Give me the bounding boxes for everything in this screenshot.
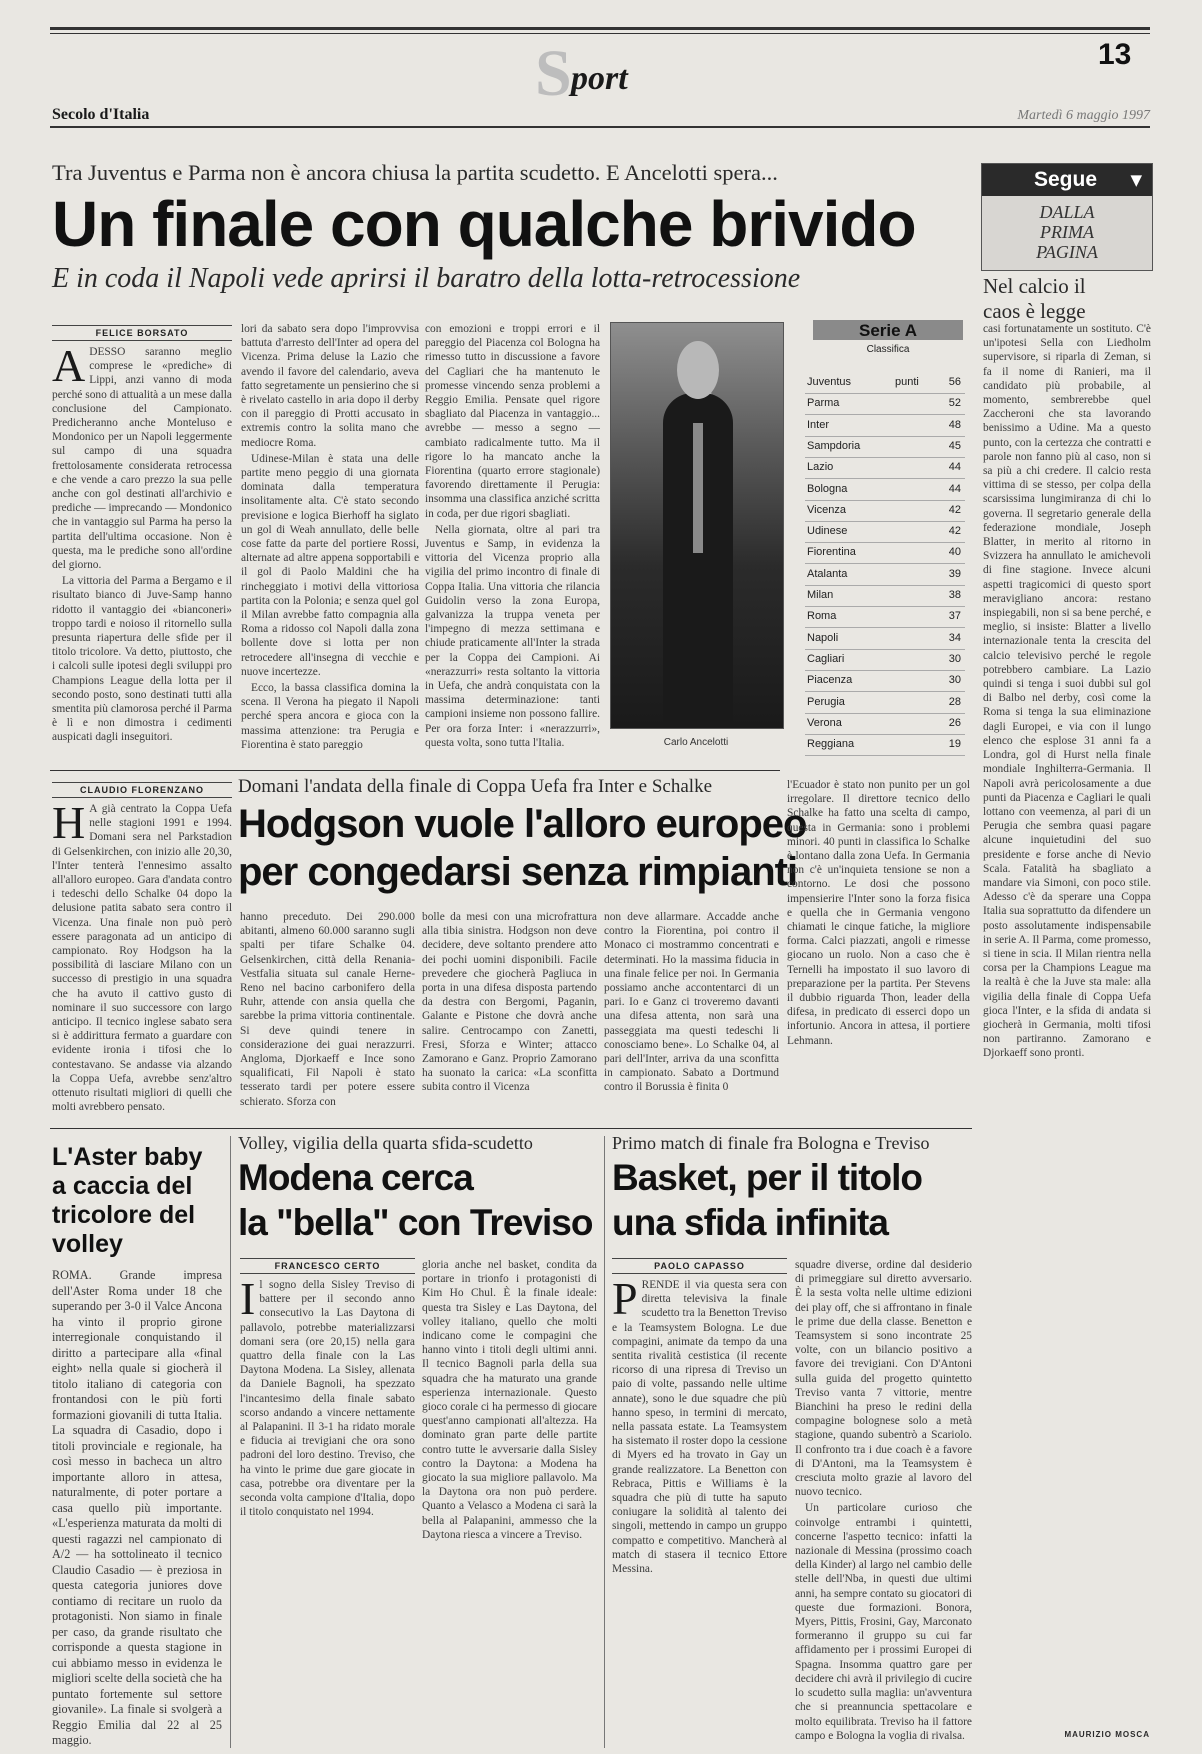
uefa-drop-cap: H — [52, 802, 86, 848]
standings-team: Lazio — [807, 461, 834, 474]
volley-headline-1: Modena cerca — [238, 1157, 473, 1198]
uefa-col-4-text: non deve allarmare. Accadde anche contro la Fiorentina, poi contro il Monaco ci mostrammo concentrati e determinati. Ho la massima fiducia in una finale felice per noi. In Germania possiamo anche accontentarci di un pari. Io e Ganz ci troveremo davanti una difesa attenta, non sarà una passeggiata ma questi tedeschi li conosciamo bene». Lo Schalke 04, al pari dell'Inter, arriva da una sconfitta in campionato. Sabato a Dortmund contro il Borussia è finita 0 — [604, 911, 779, 1094]
uefa-bottom-rule — [50, 1128, 972, 1129]
standings-points: 45 — [948, 439, 961, 452]
basket-col-2-text: squadre diverse, ordine dal desiderio di primeggiare sul diretto avversario. È la sesta volta nelle ultime edizioni dei play off, che si affrontano in finale le prime due della classe. Benetton e Teamsystem si sono incontrate 25 volte, con un bilancio positivo a favore dei trevigiani. Con D'Antoni sulla guida del progetto quintetto Treviso vanta 7 vittorie, mentre Bianchini ha preso le redini della compagine bolognese solo a metà stagione, quando subentrò a Scariolo. Il confronto tra i due coach è a favore di D'Antoni, ma la Teamsystem è cresciuta molto grazie al lavoro del nuovo tecnico. — [795, 1259, 972, 1499]
basket-col-2 — [795, 1258, 972, 1748]
standings-team: Reggiana — [807, 738, 855, 751]
masthead-rule — [50, 126, 1150, 128]
standings-team: Inter — [807, 418, 830, 431]
standings-row — [805, 393, 965, 415]
standings-row — [805, 415, 965, 437]
volley-col-1 — [240, 1278, 415, 1748]
top-rule — [50, 27, 1150, 30]
volley-col-1-text: l sogno della Sisley Treviso di battere per il secondo anno consecutivo la Las Daytona di pallavolo, potrebbe materializzarsi domani sera (ore 20,15) nella gara quattro della finale con la Las Daytona Modena. La Sisley, allenata da Daniele Bagnoli, ha spezzato l'incantesimo della finale sabato scorso andando a vincere nettamente al Palapanini. Il 3-1 ha ridato morale e fiducia ai trevigiani che ora sono padroni del loro destino. Treviso, che ha vinto le prime due gare giocate in casa, potrebbe ora diventare per la seconda volta campione d'Italia, dopo il titolo conquistato nel 1994. — [240, 1279, 415, 1519]
basket-col-1-text: RENDE il via questa sera con diretta televisiva la finale scudetto tra la Benetton Treviso e la Teamsystem Bologna. Le due compagini, animate da tempo da una sentita rivalità cestistica (il recente ricorso di una ripresa di Treviso un paio di volte, passando nelle ultime annate), sono le due squadre che più hanno speso, in termini di mercato, nella passata estate. La Teamsystem ha sistemato il roster dopo la cessione di Myers ed ha trovato in Gay un grande realizzatore. La Benetton con Rebraca, Pittis e Williams è la squadra che più di tutte ha saputo coniugare la solidità al talento dei singoli, mettendo in campo un gruppo compatto e competitivo. Mancherà al match di stasera il tecnico Ettore Messina. — [612, 1279, 787, 1576]
volley-byline: FRANCESCO CERTO — [240, 1258, 415, 1274]
standings-team: Vicenza — [807, 503, 846, 516]
standings-row — [805, 628, 965, 650]
standings-row — [805, 713, 965, 735]
standings-team: Cagliari — [807, 652, 845, 665]
lead-col-3-text: con emozioni e troppi errori e il pareggio del Piacenza col Bologna ha rimesso tutto in discussione a favore del Cagliari che ha mantenuto le promesse vincendo senza problemi a Reggio Emilia. Pensate quel rigore sbagliato dal Piacenza in vantaggio... avrebbe — messo a segno — cambiato radicalmente tutto. Ma il rigore lo ha mancato anche la Fiorentina (quarto errore stagionale) favorendo direttamente il Perugia: insomma una classifica anziché scritta in coda, per due rigori sbagliati. — [425, 323, 600, 520]
standings-team: Piacenza — [807, 674, 853, 687]
lead-col-1-text: DESSO saranno meglio comprese le «prediche» di Lippi, anzi vanno di moda perché sono di attualità a un mese dalla conclusione del Campionato. Predicheranno anche Monteluso e Mondonico per un Napoli leggermente sul campo di una squadra frettolosamente considerata retrocessa e che vende a caro prezzo la sua pelle anche con gol destinati all'archivio e prediche — imprecando — Mondonico che in vantaggio sul Parma ha perso la partita dell'ultima occasione. Non è questa, ma le prediche sono all'ordine del giorno. — [52, 346, 232, 572]
standings-team: Fiorentina — [807, 546, 856, 559]
photo-head — [677, 341, 719, 399]
segue-line2: PRIMA — [1040, 222, 1094, 242]
lead-col-2 — [241, 322, 419, 750]
standings-title: Serie A — [859, 321, 917, 340]
lead-col-2b-text: Udinese-Milan è stata una delle partite meno peggio di una giornata dominata dalla temperatura insolitamente alta. C'è stato secondo previsione e logica Bierhoff ha siglato un gol di Weah annullato, delle belle cose fatte da parte del portiere Rossi, alternate ad altre appena sopportabili e il gol di Paolo Maldini che ha rincheggiato i motivi della vittoriosa partita con la Polonia; e senza quel gol il Milan avrebbe fatto compagnia alla Roma a ridosso col Napoli dalla zona bollente dove si lotta per non retrocedere all'insegna di vecchie e nuove incertezze. — [241, 452, 419, 678]
standings-points: 39 — [948, 567, 961, 580]
basket-divider — [604, 1136, 605, 1748]
standings-points: 56 — [948, 376, 961, 388]
uefa-col-3 — [422, 910, 597, 1115]
volley-brief-col — [52, 1268, 222, 1750]
standings-row — [805, 564, 965, 586]
segue-box — [981, 163, 1153, 271]
volley-drop-cap: I — [240, 1278, 256, 1324]
segue-byline: MAURIZIO MOSCA — [1064, 1730, 1150, 1739]
standings-row — [805, 692, 965, 714]
uefa-col-1-text: A già centrato la Coppa Uefa nelle stagioni 1991 e 1994. Domani sera nel Parkstadion di Gelsenkirchen, con inizio alle 20,30, l'Inter tenterà l'ennesimo assalto all'alloro europeo. Gara d'andata contro i tedeschi dello Schalke 04 dopo la delusione patita sabato sera contro il Vicenza. Una finale non può però essere paragonata ad un anticipo di campionato. Roy Hodgson ha la possibilità di lasciare Milano con un successo di prestigio in una squadra che ha avuto il cattivo gusto di nominare il suo successore con largo anticipo. Il tecnico inglese sabato sera si è addirittura fermato a guardare con evidente ironia i tifosi che lo contestavano. Se andasse via alzando la Coppa Uefa, avrebbe senz'altro ottenuto risultati migliori di quelli che molti avrebbero pensato. — [52, 803, 232, 1114]
standings-team: Verona — [807, 716, 842, 729]
standings-points: 42 — [948, 525, 961, 538]
volley-divider — [230, 1136, 231, 1748]
segue-line3: PAGINA — [1036, 242, 1098, 262]
lead-col-2c-text: Ecco, la bassa classifica domina la scena. Il Verona ha piegato il Napoli perché spera ancora e gioca con la massima attenzione: tra Perugia e Fiorentina è stato pareggio — [241, 682, 419, 750]
lead-bottom-rule — [50, 770, 780, 771]
uefa-col-2 — [240, 910, 415, 1115]
uefa-headline-2: per congedarsi senza rimpianti — [238, 850, 798, 894]
basket-headline-2: una sfida infinita — [612, 1202, 888, 1243]
standings-row — [805, 649, 965, 671]
standings-points: 44 — [948, 482, 961, 495]
photo-caption: Carlo Ancelotti — [663, 737, 729, 748]
section-initial: S — [535, 37, 572, 110]
section-title — [535, 37, 675, 110]
standings-team: Bologna — [807, 482, 848, 495]
basket-byline: PAOLO CAPASSO — [612, 1258, 787, 1274]
uefa-headline-1: Hodgson vuole l'alloro europeo — [238, 802, 807, 846]
standings-team: Parma — [807, 397, 840, 410]
standings-points-label: punti — [895, 376, 919, 388]
standings-points: 34 — [948, 631, 961, 644]
basket-col-1 — [612, 1278, 787, 1748]
standings-subtitle: Classifica — [866, 344, 910, 355]
standings-row — [805, 585, 965, 607]
basket-headline-1: Basket, per il titolo — [612, 1157, 923, 1198]
standings-points: 37 — [948, 610, 961, 623]
segue-col — [983, 322, 1151, 1752]
standings-row — [805, 372, 965, 394]
issue-date: Martedì 6 maggio 1997 — [1017, 108, 1150, 123]
standings-points: 38 — [948, 589, 961, 601]
segue-title: Nel calcio il caos è legge — [983, 274, 1086, 323]
uefa-col-5 — [787, 778, 970, 1114]
lead-col-2-text: lori da sabato sera dopo l'improvvisa battuta d'arresto dell'Inter ad opera del Vicenza. Prima deluse la Lazio che avendo il favore del calendario, aveva fatto segretamente un pensierino che si è rivelato castello in aria dopo il derby con il pareggio di Protti accusato in extremis contro la solita mano che mediocre Roma. — [241, 323, 419, 449]
standings-team: Juventus — [807, 376, 852, 388]
standings-row — [805, 542, 965, 564]
standings-row — [805, 436, 965, 458]
standings-points: 26 — [948, 716, 961, 729]
standings-row — [805, 457, 965, 479]
standings-points: 40 — [948, 546, 961, 559]
lead-headline: Un finale con qualche brivido — [52, 188, 916, 260]
standings-row — [805, 734, 965, 756]
standings-team: Sampdoria — [807, 439, 861, 452]
uefa-col-4 — [604, 910, 779, 1115]
standings-row — [805, 500, 965, 522]
volley-brief-headline: L'Aster baby a caccia del tricolore del volley — [52, 1143, 203, 1258]
segue-label: Segue — [1034, 168, 1098, 191]
standings-team: Milan — [807, 589, 834, 601]
standings-row — [805, 479, 965, 501]
standings-team: Perugia — [807, 695, 845, 708]
top-rule-thin — [50, 33, 1150, 34]
section-rest: port — [571, 60, 628, 97]
standings-row — [805, 606, 965, 628]
uefa-col-1 — [52, 802, 232, 1118]
standings-points: 30 — [948, 674, 961, 687]
basket-kicker: Primo match di finale fra Bologna e Treviso — [612, 1133, 930, 1153]
page-number: 13 — [1098, 38, 1132, 71]
lead-subhead: E in coda il Napoli vede aprirsi il baratro della lotta-retrocessione — [52, 263, 801, 294]
basket-drop-cap: P — [612, 1278, 638, 1324]
lead-col-3 — [425, 322, 600, 750]
ancelotti-photo — [610, 322, 784, 729]
lead-drop-cap: A — [52, 345, 86, 391]
standings-team: Udinese — [807, 525, 848, 538]
standings-points: 30 — [948, 652, 961, 665]
photo-tie — [693, 423, 703, 553]
uefa-col-3-text: bolle da mesi con una microfrattura alla tibia sinistra. Hodgson non deve decidere, deve soltanto prendere atto dei pochi uomini disponibili. Facile prevedere che giocherà Pagliuca in porta in una difesa disposta partendo da destra con Bergomi, Paganin, Galante e Pistone che dovrà anche salire. Centrocampo con Zanetti, Fresi, Sforza e Winter; attacco Zamorano e Ganz. Proprio Zamorano ha suonato la carica: «La sconfitta subita contro il Vicenza — [422, 911, 597, 1094]
standings-points: 19 — [948, 738, 961, 751]
segue-line1: DALLA — [1039, 202, 1095, 222]
standings-points: 42 — [948, 503, 961, 516]
standings-team: Roma — [807, 610, 837, 623]
arrow-down-icon: ▼ — [1130, 171, 1142, 189]
volley-kicker: Volley, vigilia della quarta sfida-scudetto — [238, 1133, 533, 1153]
standings-team: Napoli — [807, 631, 839, 644]
uefa-col-2-text: hanno preceduto. Dei 290.000 abitanti, almeno 60.000 saranno sugli spalti per tifare Schalke 04. Gelsenkirchen, città della Renania-Vestfalia situata sul canale Herne-Reno nel bacino carbonifero della Ruhr, attende con ansia quella che sarebbe la prima vittoria continentale. Si deve quindi tenere in considerazione dei guai nerazzurri. Angloma, Djorkaeff e Ince sono squalificati, Fil Napoli è stato tesserato tardi per potere essere schierato. Sforza con — [240, 911, 415, 1108]
uefa-col-5-text: l'Ecuador è stato non punito per un gol irregolare. Il direttore tecnico dello Schalke ha fatto una scelta di campo, questa in Germania: sono i problemi minori. 40 punti in classifica lo Schalke è lontano dalla zona Uefa. In Germania non c'è un'inquieta tensione se non a contorno. Le dosi che possono impensierire l'Inter sono la forza fisica e quella che in Germania vengono chiamati le cinque fatiche, la migliore forma. Calci piazzati, angoli e rimesse giocano un ruolo. Non a caso che è Ternelli ha impostato il suo lavoro di preparazione per la partita. Per Stevens il dubbio riguarda Thon, leader della difesa, in predicato di esserci dopo un infortunio. Ancora in attesa, il portiere Lehmann. — [787, 779, 970, 1047]
lead-col-1b-text: La vittoria del Parma a Bergamo e il risultato bianco di Juve-Samp hanno ridotto il vantaggio dei «bianconeri» troppo tardi e noioso il ritornello sulla presunta riapertura delle sfide per il titolo tricolore. Va detto, piuttosto, che i calcoli sulle ipotesi degli sviluppi pro Champions League della lotta per il secondo posto, sono destinati tutti alla smentita più clamorosa perché il Parma è lì e non dimostra i cedimenti auspicati dagli inseguitori. — [52, 575, 232, 744]
lead-kicker: Tra Juventus e Parma non è ancora chiusa la partita scudetto. E Ancelotti spera... — [52, 160, 778, 185]
standings-points: 44 — [948, 461, 961, 474]
paper-name: Secolo d'Italia — [52, 106, 150, 123]
standings-row — [805, 670, 965, 692]
standings-points: 28 — [948, 695, 961, 708]
segue-col-text: casi fortunatamente un sostituto. C'è un'ipotesi Sella con Liedholm supervisore, si riparla di Zeman, si fa il nome di Ranieri, ma il candidato più probabile, al momento, sembrerebbe quel Zaccheroni che sta lavorando benissimo a Udine. Ma a questo punto, con la certezza che contratti e parole non fanno più al caso, non si sa più a chi credere. Il calcio resta vittima di se stesso, per colpa della scarsissima lungimiranza di chi lo governa. Il segretario generale della federazione mondiale, Joseph Blatter, in merito al ritorno in Svizzera ha annullato le amichevoli di fine stagione. Invece alcuni aspetti tragicomici di questo sport meravigliano ancora: restano inspiegabili, non si sa bene perché, e meglio, si insiste: Blatter a livello internazionale tenta la crescita del calcio televisivo perché le regole potrebbero cambiare. La Lazio quindi si tenga i suoi dubbi sul gol di Balbo nel derby, così come la Roma si tenga la sua eliminazione dagli Europei, e via con il lungo elenco che esplose 31 anni fa a Londra, gol di Hurst nella finale mondiale Inghilterra-Germania. Il Napoli avrà pericolosamente a due punti da Piacenza e Cagliari le quali lottano con veemenza, al pari di un Perugia che sembra quasi pagare alcune inquietudini del suo presidente e forse anche di Nevio Scala. Fatalità ha sbagliato a mandare via Simoni, con poco stile. Adesso c'è da sperare una Coppa Italia sua soprattutto da difendere un posto assolutamente indispensabile in serie A. Il Parma, come promesso, si tiene in scia. Il Milan rientra nella corsa per la Champions League ma la realtà è che la Juve sta male: alla vigilia della finale di Coppa Uefa gioca l'Inter, e la sfida di andata si giocherà in Germania, molti tifosi non partiranno. Zamorano e Djorkaeff sono pronti. — [983, 323, 1151, 1060]
volley-brief-text: ROMA. Grande impresa dell'Aster Roma under 18 che superando per 3-0 il Valce Ancona ha vinto il proprio girone interregionale conquistando il diritto a partecipare alla «final eight» nella quale si giocherà il titolo italiano di categoria con frontandosi con le più forti formazioni giovanili di tutta Italia. La squadra di Casadio, dopo i titoli provinciale e regionale, ha così messo in bacheca un altro importante alloro in attesa, naturalmente, di poter portare a casa quello più importante. «L'esperienza maturata da molti di questi ragazzi nel campionato di A/2 — ha sottolineato il tecnico Claudio Casadio — è preziosa in questa categoria juniores dove contiamo di recitare un ruolo da protagonisti. Non siamo in finale per caso, da grande risultato che corrisponde a questa stagione in cui abbiamo messo in evidenza le migliori scelte della società che ha puntato fortemente sul settore giovanile». La finale si svolgerà a Reggio Emilia dal 22 al 25 maggio. — [52, 1268, 222, 1747]
uefa-kicker: Domani l'andata della finale di Coppa Uefa fra Inter e Schalke — [238, 776, 712, 797]
standings-table — [805, 320, 970, 760]
standings-row — [805, 521, 965, 543]
volley-col-2 — [422, 1258, 597, 1748]
standings-points: 48 — [948, 418, 961, 431]
lead-col-3b-text: Nella giornata, oltre al pari tra Juventus e Samp, in evidenza la vittoria del Vicenza proprio alla vigilia del primo incontro di finale di Coppa Italia. Una vittoria che rilancia Guidolin verso la zona Europa, galvanizza la truppa veneta per l'impegno di mezza settimana e chiude praticamente all'Inter la strada per la Coppa dei Campioni. Ai «nerazzurri» resta soltanto la vittoria in Uefa, che andrà conquistata con la massima determinazione: tanti campioni insieme non possono fallire. Per ora forza Inter: i «nerazzurri», questa volta, sono tutta l'Italia. — [425, 523, 600, 749]
standings-team: Atalanta — [807, 567, 848, 580]
lead-col-1 — [52, 345, 232, 750]
standings-points: 52 — [948, 397, 961, 410]
uefa-byline: CLAUDIO FLORENZANO — [52, 782, 232, 798]
basket-col-2b-text: Un particolare curioso che coinvolge entrambi i quintetti, concerne l'aspetto tecnico: infatti la nazionale di Messina (prossimo coach della Kinder) al largo nel cambio delle stelle dell'Nba, in questi due ultimi anni, ha sempre contato su giocatori di queste due formazioni. Bonora, Myers, Pittis, Frosini, Gay, Marconato formeranno il gruppo su cui far affidamento per i prossimi Europei di Spagna. Insomma quattro gare per decidere chi avrà il privilegio di cucire lo scudetto sulla maglia: un'avventura che si preannuncia spettacolare e molto equilibrata. Treviso ha il fattore campo e Bologna la voglia di rivalsa. — [795, 1502, 972, 1742]
volley-headline-2: la "bella" con Treviso — [238, 1202, 593, 1243]
volley-col-2-text: gloria anche nel basket, condita da portare in trionfo i protagonisti di Kim Ho Chul. È la finale ideale: questa tra Sisley e Las Daytona, del volley italiano, quello che molti indicano come le compagini che hanno vinto i titoli degli ultimi anni. Il tecnico Bagnoli parla della sua squadra che ha maturato una grande esperienza internazionale. Questo gioco corale ci ha permesso di giocare quest'anno campionati all'altezza. Ha dominato gran parte delle partite contro tutte le avversarie dalla Sisley contro la Daytona: a Modena ha giocato la sua migliore pallavolo. Ma la Daytona ora non può perdere. Quanto a Velasco a Modena ci sarà la bella al Palapanini, ammesso che la Daytona riesca a vincere a Treviso. — [422, 1259, 597, 1541]
lead-byline: FELICE BORSATO — [52, 325, 232, 341]
